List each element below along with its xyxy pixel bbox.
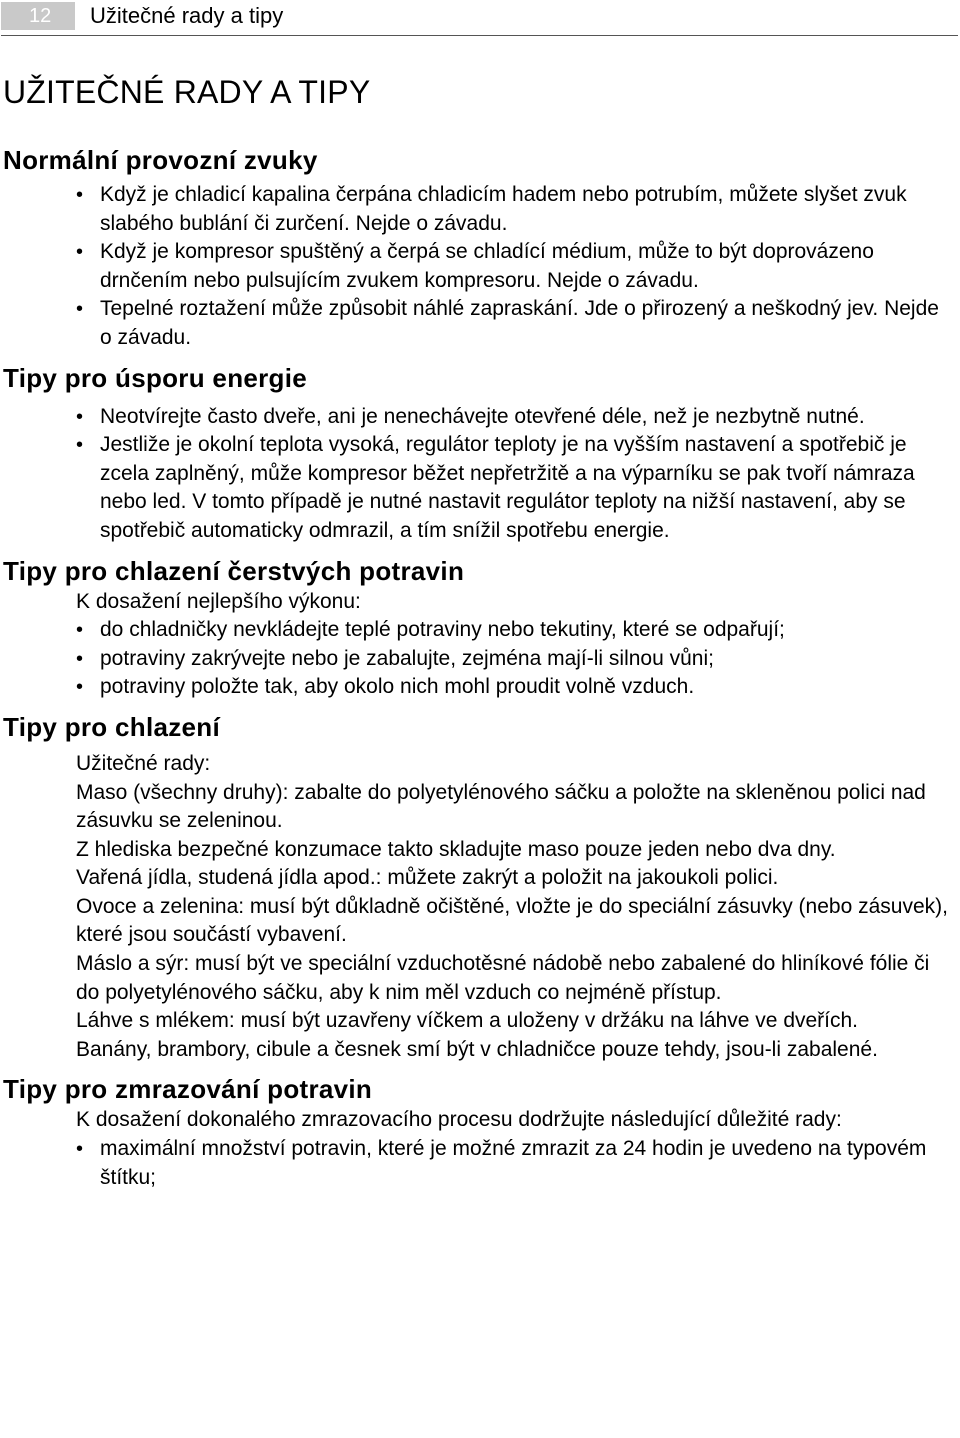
list-item: • Když je kompresor spuštěný a čerpá se chladící médium, může to být doprovázeno drnčením nebo pulsujícím zvukem kompresoru. Nejde o závadu.	[76, 240, 874, 292]
list-item: • potraviny zakrývejte nebo je zabalujte, zejména mají-li silnou vůni;	[0, 645, 960, 674]
noises-list	[0, 181, 960, 353]
bullet-icon: •	[76, 647, 84, 670]
bullet-icon: •	[76, 434, 84, 457]
list-item: • do chladničky nevkládejte teplé potraviny nebo tekutiny, které se odpařují;	[0, 616, 960, 645]
page-content	[0, 70, 960, 1192]
bullet-icon: •	[76, 676, 84, 699]
bullet-icon: •	[76, 1138, 84, 1161]
cooling-paragraphs	[0, 750, 960, 1065]
list-item: • Neotvírejte často dveře, ani je nenechávejte otevřené déle, než je nezbytně nutné.	[0, 403, 960, 432]
paragraph: Láhve s mlékem: musí být uzavřeny víčkem a uloženy v držáku na láhve ve dveřích.	[76, 1009, 859, 1033]
list-item: • potraviny položte tak, aby okolo nich mohl proudit volně vzduch.	[0, 673, 960, 702]
page-number: 12	[1, 2, 75, 30]
paragraph: Ovoce a zelenina: musí být důkladně očištěné, vložte je do speciální zásuvky (nebo zásuvek), které jsou součástí vybavení.	[76, 894, 948, 947]
list-item: • Když je chladicí kapalina čerpána chladicím hadem nebo potrubím, můžete slyšet zvuk slabého bublání či zurčení. Nejde o závadu.	[76, 183, 907, 235]
header-title: Užitečné rady a tipy	[90, 3, 284, 28]
paragraph: Maso (všechny druhy): zabalte do polyetylénového sáčku a položte na skleněnou polici nad zásuvku se zeleninou.	[76, 780, 926, 833]
list-item: • Jestliže je okolní teplota vysoká, regulátor teploty je na vyšším nastavení a spotřebič je zcela zaplněný, může kompresor běžet nepřetržitě a na výparníku se pak tvoří námraza nebo led. V tomto případě je nutné nastavit regulátor teploty na nižší nastavení, aby se spotřebič automaticky odmrazil, a tím snížil spotřebu energie.	[76, 433, 915, 542]
bullet-icon: •	[76, 405, 84, 428]
section-heading: Tipy pro chlazení	[3, 711, 220, 742]
freezing-list	[0, 1135, 960, 1192]
fresh-food-list	[0, 616, 960, 702]
paragraph: Banány, brambory, cibule a česnek smí být v chladničce pouze tehdy, jsou-li zabalené.	[76, 1037, 878, 1061]
section-intro: K dosažení nejlepšího výkonu:	[76, 589, 361, 613]
list-item: • maximální množství potravin, které je možné zmrazit za 24 hodin je uvedeno na typovém štítku;	[76, 1137, 927, 1189]
page-header	[0, 0, 960, 32]
energy-list	[0, 403, 960, 546]
paragraph: Máslo a sýr: musí být ve speciální vzduchotěsné nádobě nebo zabalené do hliníkové fólie či do polyetylénového sáčku, aby k nim měl vzduch co nejméně přístup.	[76, 952, 930, 1004]
bullet-icon: •	[76, 619, 84, 642]
bullet-icon: •	[76, 241, 84, 264]
paragraph: Z hlediska bezpečné konzumace takto skladujte maso pouze jeden nebo dva dny.	[76, 837, 836, 861]
section-intro: K dosažení dokonalého zmrazovacího procesu dodržujte následující důležité rady:	[76, 1108, 842, 1132]
page-title: UŽITEČNÉ RADY A TIPY	[3, 74, 371, 110]
list-item: • Tepelné roztažení může způsobit náhlé zapraskání. Jde o přirozený a neškodný jev. Nejde o závadu.	[76, 297, 939, 349]
section-cooling	[0, 710, 960, 1065]
bullet-icon: •	[76, 184, 84, 206]
section-normal-noises	[0, 143, 960, 353]
section-heading: Tipy pro chlazení čerstvých potravin	[3, 555, 465, 586]
header-divider	[1, 35, 958, 36]
section-heading: Tipy pro zmrazování potravin	[3, 1074, 373, 1105]
paragraph: Vařená jídla, studená jídla apod.: můžete zakrýt a položit na jakoukoli polici.	[76, 866, 779, 890]
section-fresh-food	[0, 554, 960, 702]
section-heading: Tipy pro úsporu energie	[3, 362, 308, 393]
section-freezing	[0, 1072, 960, 1192]
section-energy-saving	[0, 361, 960, 546]
section-heading: Normální provozní zvuky	[3, 145, 318, 175]
paragraph: Užitečné rady:	[76, 751, 211, 775]
bullet-icon: •	[76, 298, 84, 321]
